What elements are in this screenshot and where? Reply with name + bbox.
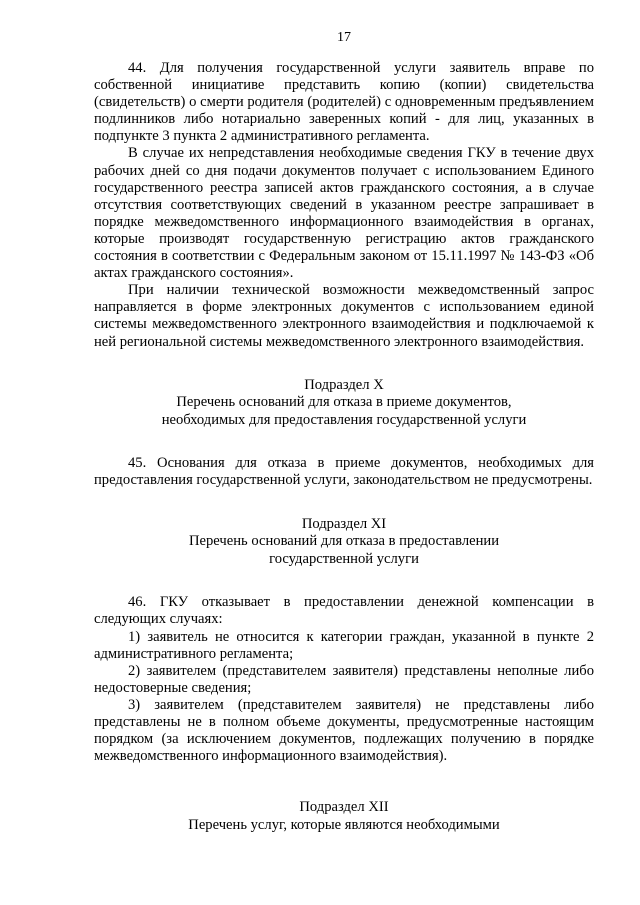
- paragraph-44-cont-1: В случае их непредставления необходимые сведения ГКУ в течение двух рабочих дней со дня подачи документов получает с использованием Единого государственного реестра записей актов гражданского состояния, а в случае отсутствия соответствующих сведений в указанном реестре запрашивает в порядке межведомственного информационного взаимодействия в органах, которые производят государственную регистрацию актов гражданского состояния в соответствии с Федеральным законом от 15.11.1997 № 143-ФЗ «Об актах гражданского состояния».: [94, 145, 594, 282]
- paragraph-46-item-3: 3) заявителем (представителем заявителя) не представлены либо представлены не в полном объеме документы, предусмотренные настоящим порядком (за исключением документов, подлежащих получению в порядке межведомственного информационного взаимодействия).: [94, 696, 594, 765]
- subsection-x-title-line2: необходимых для предоставления государственной услуги: [161, 411, 527, 428]
- paragraph-44-cont-2: При наличии технической возможности межведомственный запрос направляется в форме электронных документов с использованием единой системы межведомственного электронного взаимодействия и подключаемой к ней региональной системы межведомственного электронного взаимодействия.: [94, 282, 594, 350]
- subsection-xii-label: Подраздел XII: [299, 799, 389, 816]
- page-number: 17: [337, 30, 351, 45]
- subsection-xi-label: Подраздел XI: [301, 515, 387, 532]
- paragraph-46-item-1: 1) заявитель не относится к категории граждан, указанной в пункте 2 административного регламента;: [94, 628, 594, 662]
- subsection-x-label: Подраздел X: [304, 376, 384, 393]
- paragraph-44: 44. Для получения государственной услуги заявитель вправе по собственной инициативе представить копию (копии) свидетельства (свидетельств) о смерти родителя (родителей) с одновременным предъявлением подлинников либо нотариально заверенных копий - для лиц, указанных в подпункте 3 пункта 2 административного регламента.: [94, 60, 594, 145]
- paragraph-45: 45. Основания для отказа в приеме документов, необходимых для предоставления государственной услуги, законодательством не предусмотрены.: [94, 455, 594, 489]
- document-page: [94, 30, 594, 834]
- subsection-xii-title-line1: Перечень услуг, которые являются необходимыми: [188, 816, 500, 833]
- subsection-xi-title-line2: государственной услуги: [269, 550, 419, 567]
- paragraph-46-item-2: 2) заявителем (представителем заявителя) представлены неполные либо недостоверные сведения;: [94, 662, 594, 696]
- subsection-xi-title-line1: Перечень оснований для отказа в предоставлении: [188, 533, 500, 550]
- subsection-x-title-line1: Перечень оснований для отказа в приеме документов,: [176, 394, 512, 411]
- paragraph-46-intro: 46. ГКУ отказывает в предоставлении денежной компенсации в следующих случаях:: [94, 594, 594, 628]
